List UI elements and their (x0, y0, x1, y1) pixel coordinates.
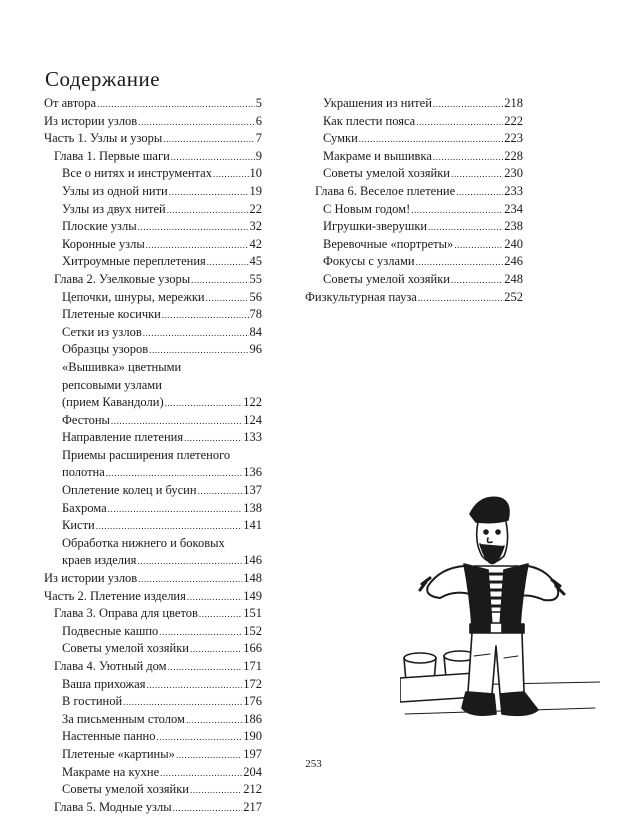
toc-entry (44, 377, 262, 395)
toc-dot-leader (108, 501, 243, 519)
toc-entry (44, 130, 262, 148)
toc-entry-title: Игрушки-зверушки (323, 219, 428, 234)
toc-dot-leader (206, 290, 249, 308)
toc-entry-title: Глава 1. Первые шаги (54, 148, 170, 163)
toc-entry-page: 45 (249, 254, 262, 269)
toc-entry-page: 122 (243, 395, 262, 410)
toc-entry-page: 248 (504, 271, 523, 286)
toc-entry-title: Образцы узоров (62, 342, 149, 357)
toc-entry-title: Макраме и вышивка (323, 148, 432, 163)
toc-entry (44, 271, 262, 289)
toc-entry (44, 183, 262, 201)
toc-dot-leader (187, 589, 242, 607)
toc-entry-page: 217 (243, 799, 262, 814)
toc-dot-leader (428, 219, 503, 237)
toc-dot-leader (137, 553, 242, 571)
toc-entry (44, 165, 262, 183)
toc-entry-page: 166 (243, 641, 262, 656)
toc-dot-leader (165, 395, 243, 413)
toc-entry-page: 5 (255, 96, 262, 110)
toc-entry-title: Настенные панно (62, 729, 156, 744)
page-title: Содержание (45, 67, 161, 91)
toc-entry-title: Веревочные «портреты» (323, 236, 454, 251)
toc-entry-title: Глава 5. Модные узлы (54, 799, 172, 814)
toc-entry-page: 42 (249, 236, 262, 251)
toc-dot-leader (156, 729, 242, 747)
toc-entry-title: Плетеные «картины» (62, 746, 175, 761)
toc-entry-page: 234 (504, 201, 523, 216)
toc-entry-page: 22 (249, 201, 262, 216)
toc-dot-leader (138, 114, 255, 132)
toc-dot-leader (451, 272, 503, 290)
toc-entry-page: 228 (504, 148, 523, 163)
toc-entry-page: 230 (504, 166, 523, 181)
toc-entry-page: 223 (504, 131, 523, 146)
toc-entry-title: полотна (62, 465, 105, 480)
toc-entry (305, 113, 523, 131)
toc-entry (44, 201, 262, 219)
toc-dot-leader (199, 606, 242, 624)
toc-entry (44, 306, 262, 324)
toc-entry-title: Цепочки, шнуры, мережки (62, 289, 205, 304)
toc-dot-leader (123, 694, 242, 712)
toc-entry (44, 447, 262, 465)
toc-entry-page: 233 (504, 183, 523, 198)
toc-entry (44, 623, 262, 641)
toc-entry-title: От автора (44, 96, 97, 110)
toc-entry (44, 253, 262, 271)
toc-dot-leader (456, 184, 503, 202)
toc-dot-leader (454, 237, 503, 255)
toc-dot-leader (213, 166, 249, 184)
toc-entry-title: Глава 4. Уютный дом (54, 659, 167, 673)
toc-dot-leader (138, 571, 242, 589)
toc-dot-leader (190, 782, 242, 800)
toc-entry-title: Коронные узлы (62, 236, 145, 251)
toc-dot-leader (168, 659, 243, 677)
toc-entry-title: Украшения из нитей (323, 96, 432, 110)
toc-entry-title: репсовыми узлами (62, 377, 162, 392)
toc-dot-leader (149, 342, 248, 360)
toc-entry-title: Из истории узлов (44, 571, 138, 586)
toc-entry (44, 429, 262, 447)
toc-entry-title: Сумки (323, 131, 358, 146)
toc-dot-leader (359, 131, 503, 149)
toc-entry-page: 55 (249, 271, 262, 286)
toc-entry-page: 186 (243, 711, 262, 726)
toc-entry-page: 9 (255, 148, 262, 163)
toc-entry (44, 658, 262, 676)
toc-dot-leader (159, 624, 242, 642)
toc-dot-leader (146, 677, 242, 695)
toc-dot-leader (433, 149, 503, 167)
toc-entry (44, 95, 262, 113)
toc-entry (44, 113, 262, 131)
toc-dot-leader (433, 96, 503, 114)
toc-entry-page: 146 (243, 553, 262, 568)
toc-entry-title: Приемы расширения плетеного (62, 447, 231, 462)
toc-entry-page: 172 (243, 676, 262, 691)
toc-entry (44, 799, 262, 817)
toc-entry-title: Фокусы с узлами (323, 254, 415, 269)
toc-entry-page: 137 (243, 483, 262, 498)
toc-entry-page: 222 (504, 113, 523, 128)
toc-dot-leader (451, 166, 503, 184)
toc-entry-page: 141 (243, 518, 262, 533)
toc-entry-page: 252 (504, 289, 523, 304)
toc-entry-title: Советы умелой хозяйки (323, 271, 450, 286)
toc-dot-leader (171, 149, 255, 167)
toc-entry-title: (прием Кавандоли) (62, 395, 164, 410)
toc-dot-leader (173, 800, 243, 818)
toc-dot-leader (186, 712, 242, 730)
toc-entry-page: 7 (255, 131, 262, 146)
toc-entry-title: Фестоны (62, 412, 110, 427)
toc-entry-page: 84 (249, 324, 262, 339)
toc-dot-leader (416, 254, 504, 272)
toc-entry-title: Подвесные кашпо (62, 623, 159, 638)
toc-entry-page: 176 (243, 694, 262, 709)
toc-entry-page: 190 (243, 729, 262, 744)
toc-entry (44, 412, 262, 430)
toc-entry-page: 149 (243, 588, 262, 603)
toc-entry-page: 212 (243, 782, 262, 797)
toc-entry (44, 341, 262, 359)
toc-entry (44, 693, 262, 711)
toc-dot-leader (162, 307, 249, 325)
toc-dot-leader (97, 96, 255, 114)
toc-entry (44, 394, 262, 412)
toc-entry (305, 95, 523, 113)
toc-entry (305, 148, 523, 166)
toc-dot-leader (111, 413, 242, 431)
toc-entry-title: Физкультурная пауза (305, 289, 417, 304)
toc-entry (305, 130, 523, 148)
toc-entry-page: 136 (243, 465, 262, 480)
toc-entry-page: 152 (243, 623, 262, 638)
toc-entry-page: 240 (504, 236, 523, 251)
toc-entry (305, 236, 523, 254)
toc-entry (44, 552, 262, 570)
toc-entry (44, 236, 262, 254)
toc-dot-leader (146, 237, 249, 255)
toc-entry-page: 133 (243, 430, 262, 445)
toc-entry-title: С Новым годом! (323, 201, 411, 216)
toc-entry (44, 676, 262, 694)
toc-entry (305, 201, 523, 219)
toc-entry (44, 148, 262, 166)
toc-entry (44, 781, 262, 799)
toc-dot-leader (169, 184, 249, 202)
toc-left-column (44, 95, 262, 816)
toc-entry-title: Советы умелой хозяйки (323, 166, 450, 181)
toc-entry-page: 218 (504, 96, 523, 110)
toc-entry (44, 464, 262, 482)
toc-entry (44, 500, 262, 518)
toc-entry (305, 253, 523, 271)
toc-dot-leader (96, 518, 243, 536)
toc-entry (44, 289, 262, 307)
toc-entry-title: Глава 6. Веселое плетение (315, 183, 456, 198)
toc-entry-title: Глава 3. Оправа для цветов (54, 606, 198, 621)
toc-entry-page: 19 (249, 183, 262, 198)
toc-entry-page: 96 (249, 342, 262, 357)
toc-entry-title: Глава 2. Узелковые узоры (54, 271, 191, 286)
toc-entry-title: Узлы из двух нитей (62, 201, 166, 216)
toc-entry-title: Ваша прихожая (62, 676, 146, 691)
toc-entry-title: За письменным столом (62, 711, 185, 726)
toc-dot-leader (416, 114, 503, 132)
toc-entry-title: Сетки из узлов (62, 324, 142, 339)
toc-dot-leader (418, 290, 503, 308)
toc-entry-page: 6 (255, 113, 262, 128)
toc-entry-page: 138 (243, 500, 262, 515)
toc-entry-page: 148 (243, 571, 262, 586)
toc-entry-title: Хитроумные переплетения (62, 254, 206, 269)
toc-entry-title: краев изделия (62, 553, 137, 568)
page-number: 253 (305, 758, 322, 770)
toc-entry-title: «Вышивка» цветными (62, 359, 182, 374)
sailor-illustration (400, 486, 600, 736)
toc-entry (305, 183, 523, 201)
toc-entry (44, 711, 262, 729)
toc-entry-title: Макраме на кухне (62, 764, 160, 779)
toc-entry (44, 535, 262, 553)
toc-entry-page: 56 (249, 289, 262, 304)
toc-entry (44, 588, 262, 606)
toc-entry (44, 640, 262, 658)
toc-entry (44, 359, 262, 377)
toc-entry (44, 728, 262, 746)
toc-dot-leader (198, 483, 243, 501)
toc-entry-title: Плоские узлы (62, 219, 137, 234)
toc-entry-title: Кисти (62, 518, 95, 533)
toc-entry (44, 324, 262, 342)
toc-entry-page: 124 (243, 412, 262, 427)
toc-entry-page: 238 (504, 219, 523, 234)
toc-right-column (305, 95, 523, 306)
toc-entry-page: 204 (243, 764, 262, 779)
toc-dot-leader (184, 430, 242, 448)
toc-entry-page: 246 (504, 254, 523, 269)
toc-entry-page: 151 (243, 606, 262, 621)
toc-entry-title: Часть 2. Плетение изделия (44, 588, 186, 603)
toc-entry (305, 218, 523, 236)
toc-entry-title: Из истории узлов (44, 113, 138, 128)
toc-dot-leader (138, 219, 249, 237)
toc-entry-title: Оплетение колец и бусин (62, 483, 197, 498)
toc-entry-page: 78 (249, 307, 262, 322)
toc-entry-title: В гостиной (62, 694, 123, 709)
toc-entry (44, 517, 262, 535)
toc-dot-leader (191, 272, 248, 290)
toc-entry-title: Плетеные косички (62, 307, 161, 322)
toc-entry (305, 165, 523, 183)
toc-entry (305, 271, 523, 289)
toc-dot-leader (167, 202, 249, 220)
toc-entry-page: 197 (243, 746, 262, 761)
toc-entry-page: 10 (249, 166, 262, 181)
toc-entry (44, 605, 262, 623)
toc-entry-title: Бахрома (62, 500, 107, 515)
toc-entry-title: Обработка нижнего и боковых (62, 535, 225, 550)
toc-entry-title: Часть 1. Узлы и узоры (44, 131, 163, 146)
toc-entry-page: 32 (249, 219, 262, 234)
toc-entry (44, 482, 262, 500)
toc-entry (44, 218, 262, 236)
toc-dot-leader (411, 202, 503, 220)
toc-dot-leader (190, 641, 242, 659)
toc-entry (44, 570, 262, 588)
toc-dot-leader (207, 254, 249, 272)
toc-dot-leader (106, 465, 242, 483)
toc-dot-leader (143, 325, 249, 343)
toc-entry-title: Все о нитях и инструментах (62, 166, 212, 181)
toc-entry-title: Как плести пояса (323, 113, 416, 128)
toc-entry-page: 171 (243, 659, 262, 673)
toc-entry (305, 289, 523, 307)
toc-entry-title: Узлы из одной нити (62, 183, 168, 198)
toc-entry-title: Направление плетения (62, 430, 184, 445)
toc-entry-title: Советы умелой хозяйки (62, 782, 189, 797)
toc-entry-title: Советы умелой хозяйки (62, 641, 189, 656)
toc-dot-leader (163, 131, 254, 149)
